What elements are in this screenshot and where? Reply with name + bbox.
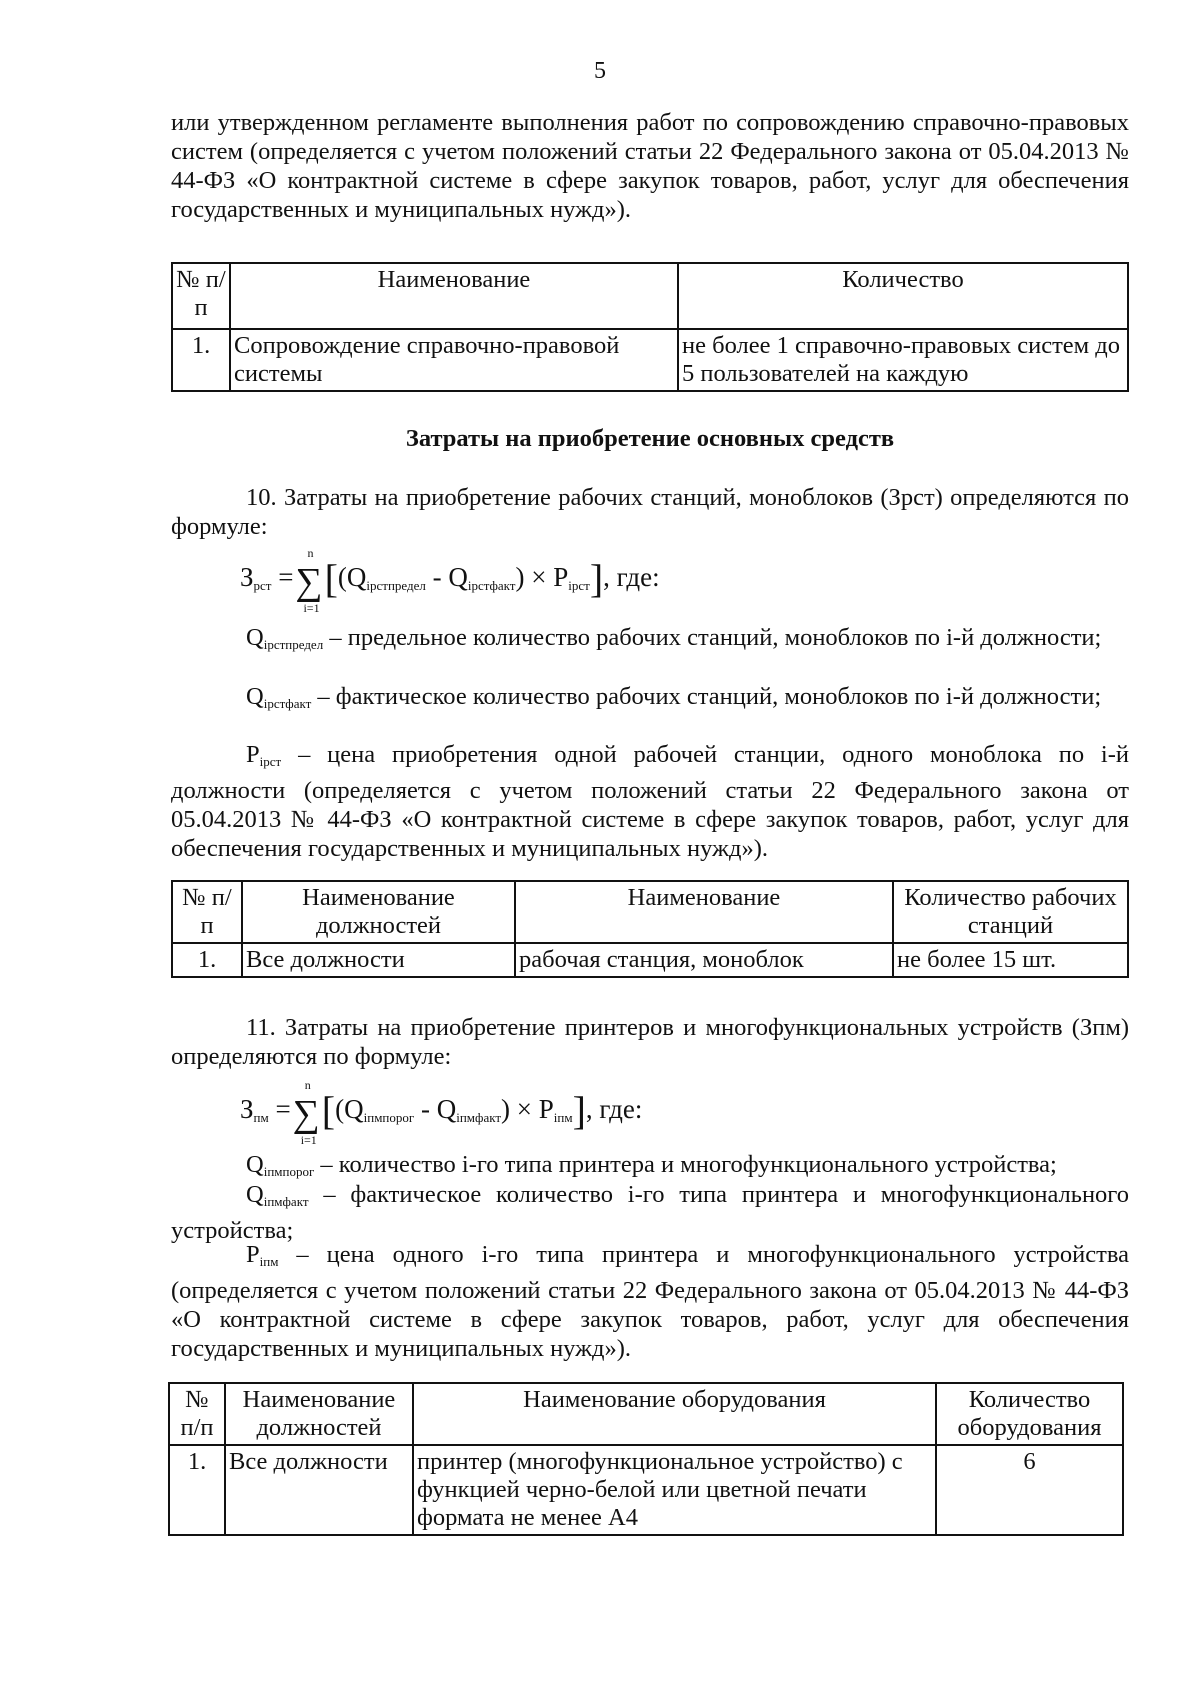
table-header-row [169,1383,1123,1445]
definition-p-printer-price: $P_{iпм}$ – цена одного i-го типа принтера и многофункционального устройства (определяется с учетом положений статьи 22 Федерального закона от 05.04.2013 № 44-ФЗ «О контрактной системе в сфере закупок товаров, работ, услуг для обеспечения государственных и муниципальных нужд»). [171,1241,1129,1362]
table-row [169,1445,1123,1535]
sum-symbol: ∑ n i=1 [292,1078,320,1147]
item-11-paragraph: 11. Затраты на приобретение принтеров и многофункциональных устройств (Зпм) определяются по формуле: [171,1014,1129,1070]
table-cell: 1. [172,943,242,977]
table-cell: 1. [169,1445,225,1535]
table-cell: рабочая станция, моноблок [515,943,893,977]
formula-workstations: $З_{рст}$ =∑ n i=1 $[(Q_{iрстпредел} - Q_{iрстфакт}) \times P_{iрст}]$, где: [240,546,660,615]
table-support-systems [171,262,1129,392]
header-cell: Наименование должностей [225,1383,413,1445]
formula-printers: $З_{пм}$ =∑ n i=1 $[(Q_{iпмпорог} - Q_{iпмфакт}) \times P_{iпм}]$, где: [240,1078,643,1147]
intro-paragraph: или утвержденном регламенте выполнения работ по сопровождению справочно-правовых систем (определяется с учетом положений статьи 22 Федерального закона от 05.04.2013 № 44-ФЗ «О контрактной системе в сфере закупок товаров, работ, услуг для обеспечения государственных и муниципальных нужд»). [171,109,1129,223]
table-cell: не более 1 справочно-правовых систем до 5 пользователей на каждую [678,329,1128,391]
header-cell: Количество рабочих станций [893,881,1128,943]
table-cell: 1. [172,329,230,391]
table-cell: Все должности [242,943,515,977]
table-cell: принтер (многофункциональное устройство) с функцией черно-белой или цветной печати формата не менее А4 [413,1445,936,1535]
section-heading: Затраты на приобретение основных средств [405,425,895,452]
definition-q-limit: $Q_{iрстпредел}$ – предельное количество рабочих станций, моноблоков по i-й должности; [246,624,1102,652]
definition-q-actual: $Q_{iрстфакт}$ – фактическое количество рабочих станций, моноблоков по i-й должности; [246,683,1102,711]
definition-q-threshold: $Q_{iпмпорог}$ – количество i-го типа принтера и многофункционального устройства; [246,1151,1057,1179]
table-cell: Все должности [225,1445,413,1535]
header-cell: Наименование оборудования [413,1383,936,1445]
header-cell: Наименование должностей [242,881,515,943]
table-row [172,943,1128,977]
header-cell: Количество оборудования [936,1383,1123,1445]
header-cell: Наименование [515,881,893,943]
header-cell: Количество [678,263,1128,329]
sum-symbol: ∑ n i=1 [295,546,323,615]
page-number: 5 [594,58,606,84]
table-cell: не более 15 шт. [893,943,1128,977]
table-cell: 6 [936,1445,1123,1535]
table-row [172,329,1128,391]
header-cell: № п/п [172,881,242,943]
table-printers [168,1382,1124,1536]
table-header-row [172,263,1128,329]
item-10-paragraph: 10. Затраты на приобретение рабочих станций, моноблоков (Зрст) определяются по формуле: [171,484,1129,540]
table-workstations [171,880,1129,978]
header-cell: № п/п [172,263,230,329]
definition-p-price: $P_{iрст}$ – цена приобретения одной рабочей станции, одного моноблока по i-й должности (определяется с учетом положений статьи 22 Федерального закона от 05.04.2013 № 44-ФЗ «О контрактной системе в сфере закупок товаров, работ, услуг для обеспечения государственных и муниципальных нужд»). [171,741,1129,862]
table-header-row [172,881,1128,943]
definition-q-actual-printers: $Q_{iпмфакт}$ – фактическое количество i-го типа принтера и многофункционального устройства; [171,1181,1129,1244]
header-cell: № п/п [169,1383,225,1445]
header-cell: Наименование [230,263,678,329]
table-cell: Сопровождение справочно-правовой системы [230,329,678,391]
